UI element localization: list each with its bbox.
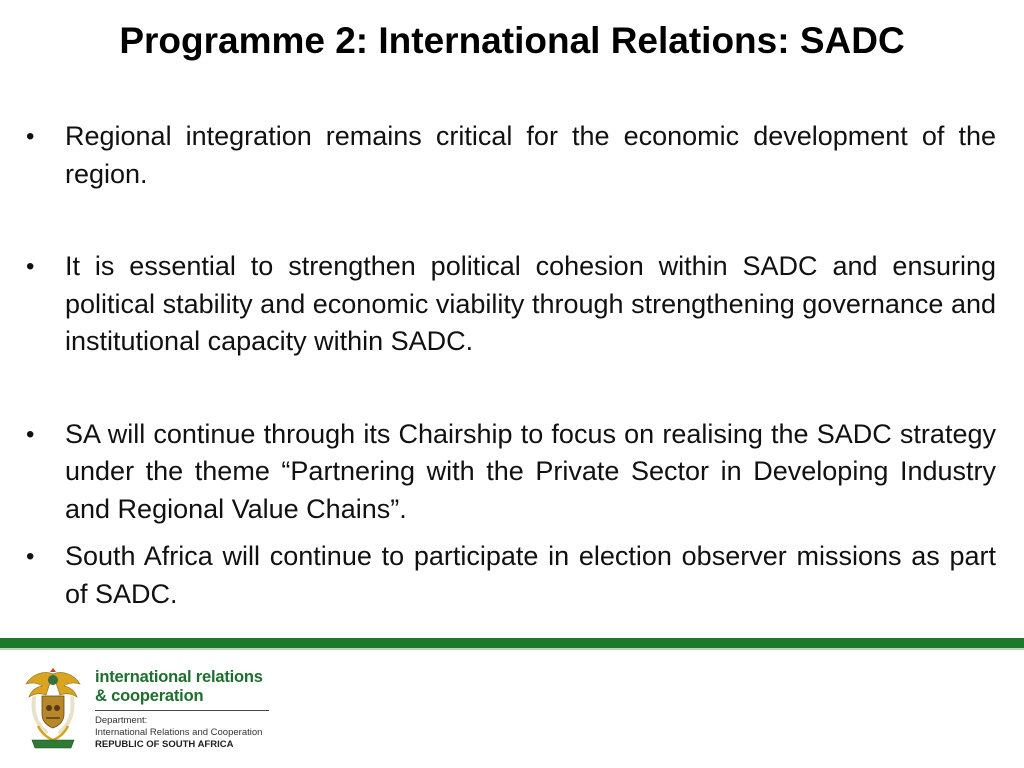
bullet-list <box>24 118 996 613</box>
bullet-line: SA will continue through its Chairship to focus on realising the <box>65 418 809 449</box>
slide-title: Programme 2: International Relations: SADC <box>119 20 905 61</box>
bullet-line: Regional integration remains critical for the economic development <box>65 121 908 151</box>
bullet-line: ensuring political stability and economic viability through <box>65 251 996 319</box>
bullet-line: of the region. <box>65 121 996 189</box>
bullet-item <box>24 416 996 529</box>
logo-line-2: & cooperation <box>95 687 204 705</box>
bullet-line: strengthening governance and institutional capacity within SADC. <box>65 288 996 356</box>
bullet-marker: • <box>26 543 35 570</box>
bullet-line: It is essential to strengthen political cohesion within SADC and <box>65 251 878 281</box>
logo-divider <box>95 710 269 711</box>
department-logo <box>22 668 312 754</box>
logo-line-1: international relations <box>95 668 263 686</box>
bullet-marker: • <box>26 420 35 448</box>
bullet-line: SADC strategy under the theme “Partnering with the Private Sector <box>65 418 996 486</box>
footer-divider <box>0 638 1024 648</box>
department-label: Department: <box>95 715 148 726</box>
logo-text <box>95 668 310 751</box>
footer-divider-light <box>0 648 1024 650</box>
coat-of-arms-icon <box>22 668 84 752</box>
bullet-line: South Africa will continue to participate in election observer <box>65 541 787 571</box>
bullet-item <box>24 538 996 613</box>
bullet-line: in Developing Industry and Regional Value Chains”. <box>65 456 996 524</box>
bullet-line: missions as part of SADC. <box>65 541 996 609</box>
bullet-marker: • <box>26 253 35 280</box>
bullet-item <box>24 248 996 361</box>
bullet-item <box>24 118 996 193</box>
bullet-marker: • <box>26 123 35 150</box>
country-name: REPUBLIC OF SOUTH AFRICA <box>95 739 234 750</box>
department-name: International Relations and Cooperation <box>95 727 263 738</box>
